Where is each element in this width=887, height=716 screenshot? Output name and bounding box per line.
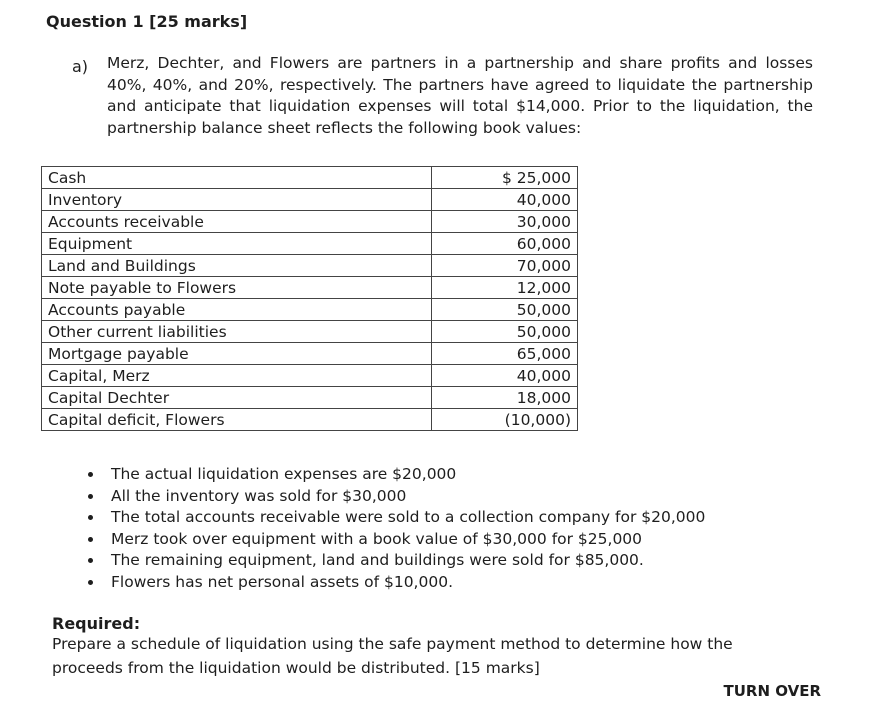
balance-sheet-amount: 70,000 — [432, 255, 578, 277]
balance-sheet-row — [42, 211, 578, 233]
fact-item — [76, 486, 705, 508]
balance-sheet-item: Other current liabilities — [42, 321, 432, 343]
fact-text: All the inventory was sold for $30,000 — [111, 486, 407, 505]
bullet-icon — [88, 558, 93, 563]
fact-text: The actual liquidation expenses are $20,000 — [111, 465, 457, 483]
bullet-icon — [88, 515, 93, 520]
required-text: Prepare a schedule of liquidation using the safe payment method to determine how the proceeds from the liquidation would be distributed. [15 marks] — [52, 635, 733, 677]
balance-sheet-item: Cash — [42, 167, 432, 189]
balance-sheet-row — [42, 167, 578, 189]
fact-item — [76, 507, 705, 529]
balance-sheet-row — [42, 365, 578, 387]
fact-text: The total accounts receivable were sold to a collection company for $20,000 — [111, 508, 706, 526]
question-title: Question 1 [25 marks] — [46, 12, 248, 31]
liquidation-facts-list — [76, 464, 705, 593]
balance-sheet-item: Capital, Merz — [42, 365, 432, 387]
balance-sheet-item: Capital Dechter — [42, 387, 432, 409]
balance-sheet-row — [42, 321, 578, 343]
fact-item — [76, 572, 705, 594]
balance-sheet-amount: 60,000 — [432, 233, 578, 255]
fact-item — [76, 550, 705, 572]
bullet-icon — [88, 472, 93, 477]
balance-sheet-amount: 12,000 — [432, 277, 578, 299]
balance-sheet-item: Capital deficit, Flowers — [42, 409, 432, 431]
balance-sheet-amount: (10,000) — [432, 409, 578, 431]
fact-text: Merz took over equipment with a book value of $30,000 for $25,000 — [111, 529, 643, 548]
bullet-icon — [88, 537, 93, 542]
balance-sheet-row — [42, 387, 578, 409]
required-title: Required: — [52, 614, 141, 633]
balance-sheet-row — [42, 277, 578, 299]
balance-sheet-row — [42, 343, 578, 365]
balance-sheet-item: Equipment — [42, 233, 432, 255]
balance-sheet-row — [42, 233, 578, 255]
fact-item — [76, 464, 705, 486]
bullet-icon — [88, 580, 93, 585]
balance-sheet-row — [42, 255, 578, 277]
balance-sheet-item: Note payable to Flowers — [42, 277, 432, 299]
balance-sheet-amount: 40,000 — [432, 189, 578, 211]
balance-sheet-amount: 40,000 — [432, 365, 578, 387]
part-a-intro: Merz, Dechter, and Flowers are partners in a partnership and share profits and losses 40%, 40%, and 20%, respectively. The partners have agreed to liquidate the partnership and anticipate that liquidation expenses will total $14,000. Prior to the liquidation, the partnership balance sheet reflects the following book values: — [107, 54, 813, 137]
fact-item — [76, 529, 705, 551]
fact-text: Flowers has net personal assets of $10,000. — [111, 572, 453, 591]
balance-sheet-amount: 30,000 — [432, 211, 578, 233]
balance-sheet-item: Accounts receivable — [42, 211, 432, 233]
balance-sheet-amount: $ 25,000 — [432, 167, 578, 189]
balance-sheet-row — [42, 299, 578, 321]
balance-sheet-amount: 65,000 — [432, 343, 578, 365]
part-a-label: a) — [72, 57, 89, 76]
fact-text: The remaining equipment, land and buildings were sold for $85,000. — [111, 551, 644, 569]
balance-sheet-item: Accounts payable — [42, 299, 432, 321]
balance-sheet-amount: 50,000 — [432, 321, 578, 343]
balance-sheet-item: Land and Buildings — [42, 255, 432, 277]
balance-sheet-table — [41, 166, 578, 431]
bullet-icon — [88, 494, 93, 499]
balance-sheet-row — [42, 409, 578, 431]
balance-sheet-row — [42, 189, 578, 211]
balance-sheet-item: Mortgage payable — [42, 343, 432, 365]
turn-over-note: TURN OVER — [723, 682, 821, 700]
balance-sheet-item: Inventory — [42, 189, 432, 211]
balance-sheet-amount: 50,000 — [432, 299, 578, 321]
balance-sheet-amount: 18,000 — [432, 387, 578, 409]
